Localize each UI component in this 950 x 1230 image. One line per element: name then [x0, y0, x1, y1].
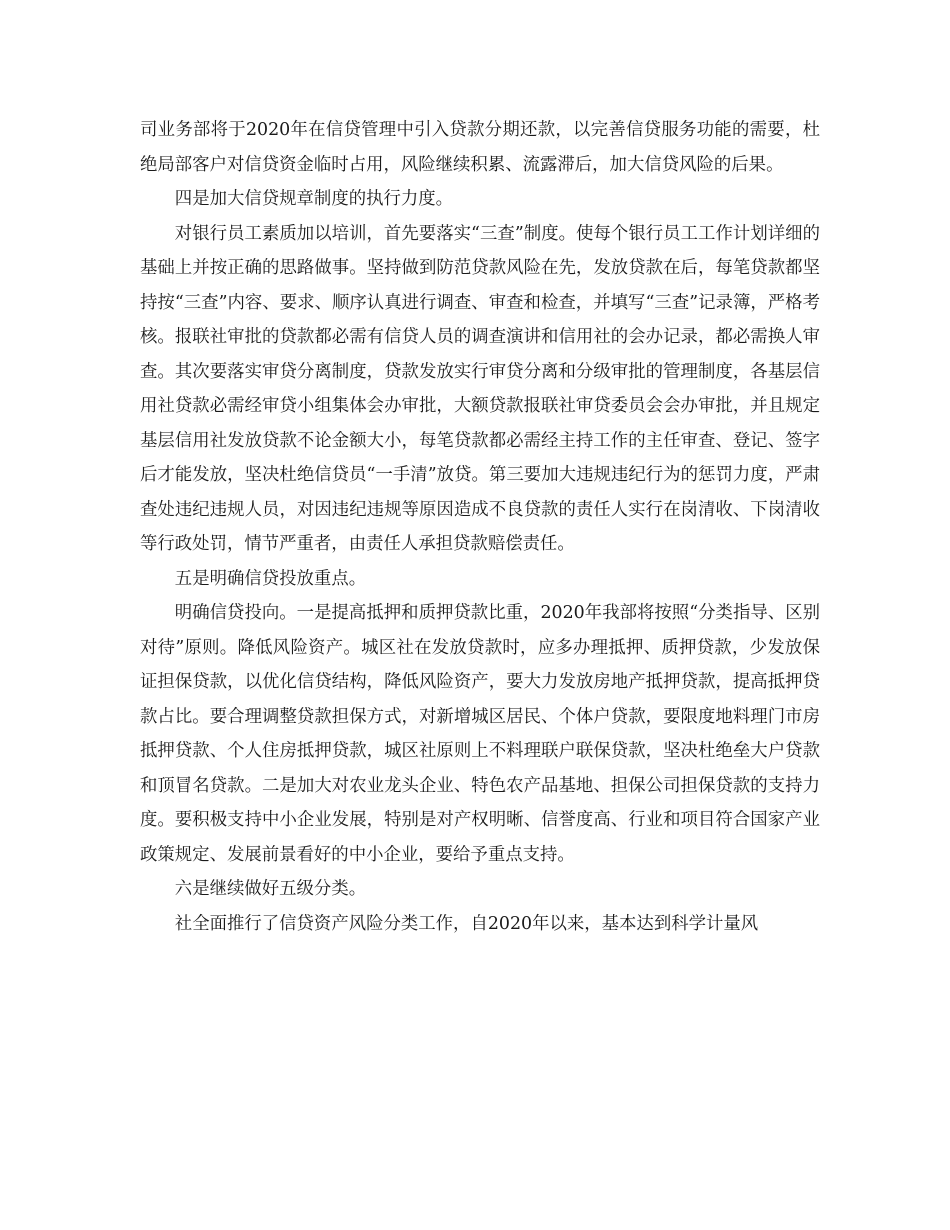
- section-heading-six: 六是继续做好五级分类。: [174, 879, 367, 899]
- paragraph-credit-direction: 明确信贷投向。一是提高抵押和质押贷款比重，2020年我部将按照“分类指导、区别对待”原则。降低风险资产。城区社在发放贷款时，应多办理抵押、质押贷款，少发放保证担保贷款，以优化信贷结构，降低风险资产，要大力发放房地产抵押贷款，提高抵押贷款占比。要合理调整贷款担保方式，对新增城区居民、个体户贷款，要限度地料理门市房抵押贷款、个人住房抵押贷款，城区社原则上不料理联户联保贷款，坚决杜绝垒大户贷款和顶冒名贷款。二是加大对农业龙头企业、特色农产品基地、担保公司担保贷款的支持力度。要积极支持中小企业发展，特别是对产权明晰、信誉度高、行业和项目符合国家产业政策规定、发展前景看好的中小企业，要给予重点支持。: [140, 603, 820, 865]
- paragraph-risk-classification: 社全面推行了信贷资产风险分类工作，自2020年以来，基本达到科学计量风: [174, 913, 759, 934]
- section-heading-four: 四是加大信贷规章制度的执行力度。: [174, 189, 454, 209]
- document-body: [140, 113, 820, 941]
- paragraph-staff-training: 对银行员工素质加以培训，首先要落实“三查”制度。使每个银行员工工作计划详细的基础上并按正确的思路做事。坚持做到防范贷款风险在先，发放贷款在后，每笔贷款都坚持按“三查”内容、要求、顺序认真进行调查、审查和检查，并填写“三查”记录簿，严格考核。报联社审批的贷款都必需有信贷人员的调查演讲和信用社的会办记录，都必需换人审查。其次要落实审贷分离制度，贷款发放实行审贷分离和分级审批的管理制度，各基层信用社贷款必需经审贷小组集体会办审批，大额贷款报联社审贷委员会会办审批，并且规定基层信用社发放贷款不论金额大小，每笔贷款都必需经主持工作的主任审查、登记、签字后才能发放，坚决杜绝信贷员“一手清”放贷。第三要加大违规违纪行为的惩罚力度，严肃查处违纪违规人员，对因违纪违规等原因造成不良贷款的责任人实行在岗清收、下岗清收等行政处罚，情节严重者，由责任人承担贷款赔偿责任。: [140, 223, 820, 554]
- paragraph-continuation: 司业务部将于2020年在信贷管理中引入贷款分期还款，以完善信贷服务功能的需要，杜绝局部客户对信贷资金临时占用，风险继续积累、流露滞后，加大信贷风险的后果。: [140, 120, 820, 175]
- section-heading-five: 五是明确信贷投放重点。: [174, 568, 367, 589]
